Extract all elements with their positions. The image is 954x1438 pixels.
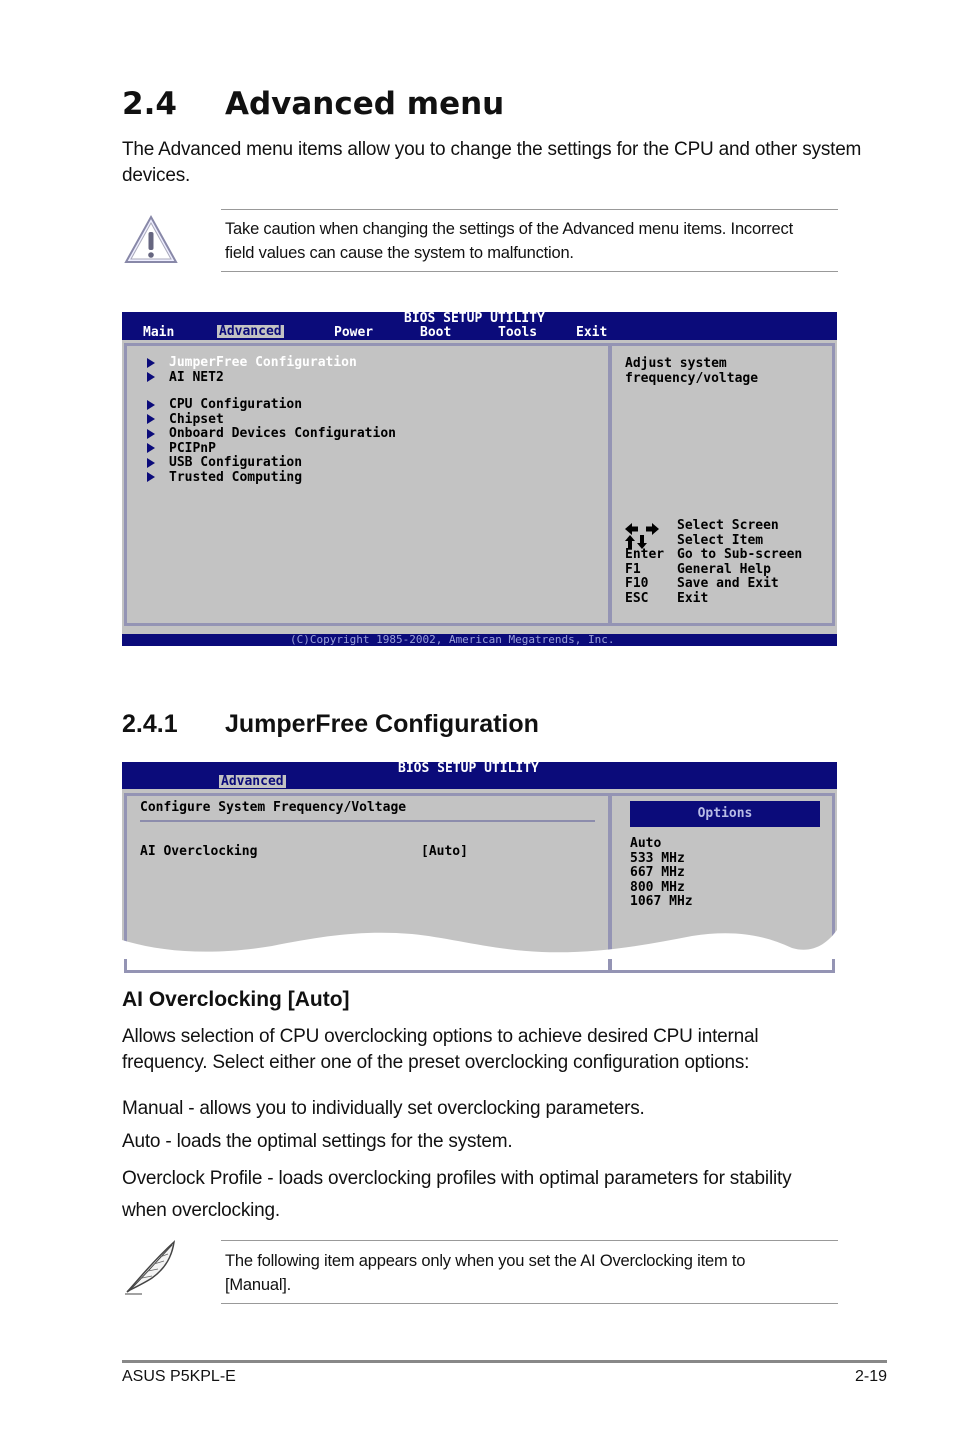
bios-tab-advanced[interactable]: Advanced <box>219 324 282 339</box>
option-item[interactable]: 1067 MHz <box>630 894 693 909</box>
caution-line-2: field values can cause the system to malfunction. <box>225 244 574 262</box>
option-item[interactable]: 533 MHz <box>630 850 685 866</box>
options-header <box>630 801 820 827</box>
option-item[interactable]: Auto <box>630 836 662 851</box>
triangle-right-icon <box>147 414 155 424</box>
footer-product: ASUS P5KPL-E <box>122 1368 236 1385</box>
bios-jumperfree-screen <box>122 762 837 958</box>
triangle-right-icon <box>147 358 155 368</box>
bios2-title-bar <box>122 762 837 789</box>
bios-tab-main[interactable]: Main <box>143 325 175 340</box>
intro-paragraph: The Advanced menu items allow you to change the settings for the CPU and other system devices. <box>122 139 862 186</box>
option-manual-text: Manual - allows you to individually set overclocking parameters. <box>122 1098 645 1119</box>
note-text <box>225 1249 745 1297</box>
subsection-title: JumperFree Configuration <box>225 710 539 738</box>
bios-tab-power[interactable]: Power <box>334 325 374 340</box>
bios2-title: BIOS SETUP UTILITY <box>398 761 539 776</box>
triangle-right-icon <box>147 443 155 453</box>
option-profile-text <box>122 1162 882 1227</box>
ai-overclocking-heading: AI Overclocking [Auto] <box>122 988 350 1011</box>
bios2-tab-advanced[interactable]: Advanced <box>221 774 284 789</box>
bios-menu-item[interactable]: CPU Configuration <box>147 398 396 413</box>
triangle-right-icon <box>147 372 155 382</box>
bios-menu-item[interactable]: AI NET2 <box>147 371 396 386</box>
bios-tab-tools[interactable]: Tools <box>498 325 538 340</box>
caution-top-rule <box>221 209 838 210</box>
section-heading <box>122 86 504 122</box>
triangle-right-icon <box>147 472 155 482</box>
option-profile-line-2: when overclocking. <box>122 1200 280 1221</box>
options-list <box>630 837 693 910</box>
caution-line-1: Take caution when changing the settings of the Advanced menu items. Incorrect <box>225 220 793 238</box>
triangle-right-icon <box>147 400 155 410</box>
triangle-right-icon <box>147 429 155 439</box>
ai-description-line-2: frequency. Select either one of the preset overclocking configuration options: <box>122 1052 750 1073</box>
option-auto-text: Auto - loads the optimal settings for the system. <box>122 1131 513 1152</box>
bios2-heading: Configure System Frequency/Voltage <box>140 800 407 815</box>
bios-advanced-screen <box>122 312 837 646</box>
footer-page-number: 2-19 <box>854 1368 887 1385</box>
feather-pen-icon <box>122 1238 180 1296</box>
note-line-2: [Manual]. <box>225 1276 292 1294</box>
ai-overclocking-value[interactable]: [Auto] <box>421 844 468 859</box>
bios-menu-item[interactable]: PCIPnP <box>147 442 396 457</box>
bios-help-text: Adjust system frequency/voltage <box>625 356 759 386</box>
bios-menu-list <box>147 356 396 485</box>
option-item[interactable]: 667 MHz <box>630 865 685 880</box>
bios-menu-item[interactable]: Chipset <box>147 413 396 428</box>
section-number: 2.4 <box>122 86 177 122</box>
ai-description-line-1: Allows selection of CPU overclocking options to achieve desired CPU internal <box>122 1026 759 1047</box>
note-bottom-rule <box>221 1303 838 1304</box>
warning-icon <box>122 212 180 266</box>
bios-tab-boot[interactable]: Boot <box>420 325 452 340</box>
ai-description <box>122 1024 882 1076</box>
ai-overclocking-label[interactable]: AI Overclocking <box>140 844 258 859</box>
section-title: Advanced menu <box>225 86 505 122</box>
bios-copyright-bar <box>122 634 837 646</box>
note-top-rule <box>221 1240 838 1241</box>
triangle-right-icon <box>147 458 155 468</box>
options-title: Options <box>697 806 753 821</box>
bios-menu-item[interactable]: USB Configuration <box>147 456 396 471</box>
subsection-heading <box>122 710 539 739</box>
footer-rule <box>122 1360 887 1363</box>
bios-tab-exit[interactable]: Exit <box>576 325 608 340</box>
bios-menu-item[interactable]: Trusted Computing <box>147 471 396 486</box>
bios-title-bar <box>122 312 837 340</box>
bios-copyright: (C)Copyright 1985-2002, American Megatrends, Inc. <box>290 633 615 646</box>
caution-bottom-rule <box>221 271 838 272</box>
subsection-number: 2.4.1 <box>122 710 178 738</box>
torn-edge <box>122 922 837 959</box>
bios-menu-item[interactable]: JumperFree Configuration <box>147 356 396 371</box>
bios-title: BIOS SETUP UTILITY <box>404 311 545 326</box>
bios2-divider <box>140 820 595 822</box>
bios-body: JumperFree Configuration AI NET2 CPU Configuration Chipset Onboard Devices Configuration PCIPnP USB Configuration Trusted Computing Adjust system frequency/voltage Select Screen Select Item Enter Go to Sub-screen F1 General Help F10 Save and Exit ESC Exit <box>122 340 837 634</box>
bios-menu-item[interactable]: Onboard Devices Configuration <box>147 427 396 442</box>
note-line-1: The following item appears only when you set the AI Overclocking item to <box>225 1252 746 1270</box>
caution-text <box>225 217 793 265</box>
option-item[interactable]: 800 MHz <box>630 879 685 895</box>
option-profile-line-1: Overclock Profile - loads overclocking profiles with optimal parameters for stability <box>122 1168 792 1189</box>
